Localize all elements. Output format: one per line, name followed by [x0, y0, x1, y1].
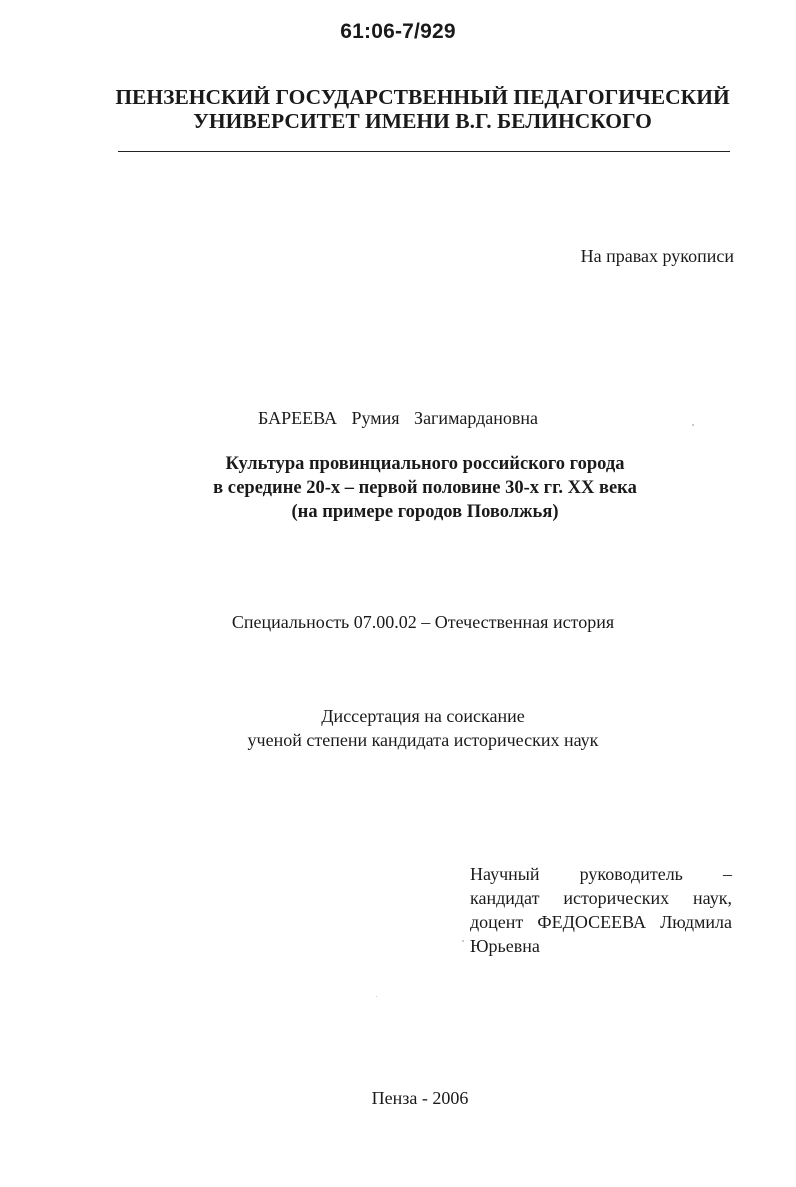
university-name-line-2: УНИВЕРСИТЕТ ИМЕНИ В.Г. БЕЛИНСКОГО: [193, 109, 652, 133]
scan-speck: [376, 996, 377, 997]
author-name: БАРЕЕВА Румия Загимардановна: [258, 408, 538, 428]
city-year: Пенза - 2006: [371, 1088, 469, 1108]
advisor-line-2: кандидат исторических наук,: [470, 888, 732, 908]
header-divider: [118, 151, 730, 152]
scan-speck: [462, 940, 464, 942]
degree-statement-line-2: ученой степени кандидата исторических наук: [247, 730, 599, 750]
scientific-advisor: [470, 862, 732, 958]
scan-speck: [692, 424, 694, 426]
thesis-title-line-3: (на примере городов Поволжья): [291, 502, 559, 522]
university-name-line-1: ПЕНЗЕНСКИЙ ГОСУДАРСТВЕННЫЙ ПЕДАГОГИЧЕСКИЙ: [115, 85, 730, 109]
rights-notice: На правах рукописи: [580, 246, 734, 266]
degree-statement-line-1: Диссертация на соискание: [321, 706, 525, 726]
advisor-line-1: Научный руководитель –: [470, 864, 732, 884]
advisor-line-4: Юрьевна: [470, 936, 540, 956]
thesis-title-line-2: в середине 20-х – первой половине 30-х гг. XX века: [213, 478, 637, 498]
speciality: Специальность 07.00.02 – Отечественная история: [231, 612, 615, 632]
university-name: [100, 85, 745, 133]
catalog-number: 61:06-7/929: [340, 20, 456, 43]
thesis-title-line-1: Культура провинциального российского города: [225, 454, 625, 474]
thesis-title: [120, 452, 730, 524]
degree-statement: [0, 704, 796, 752]
advisor-line-3: доцент ФЕДОСЕЕВА Людмила: [470, 912, 732, 932]
